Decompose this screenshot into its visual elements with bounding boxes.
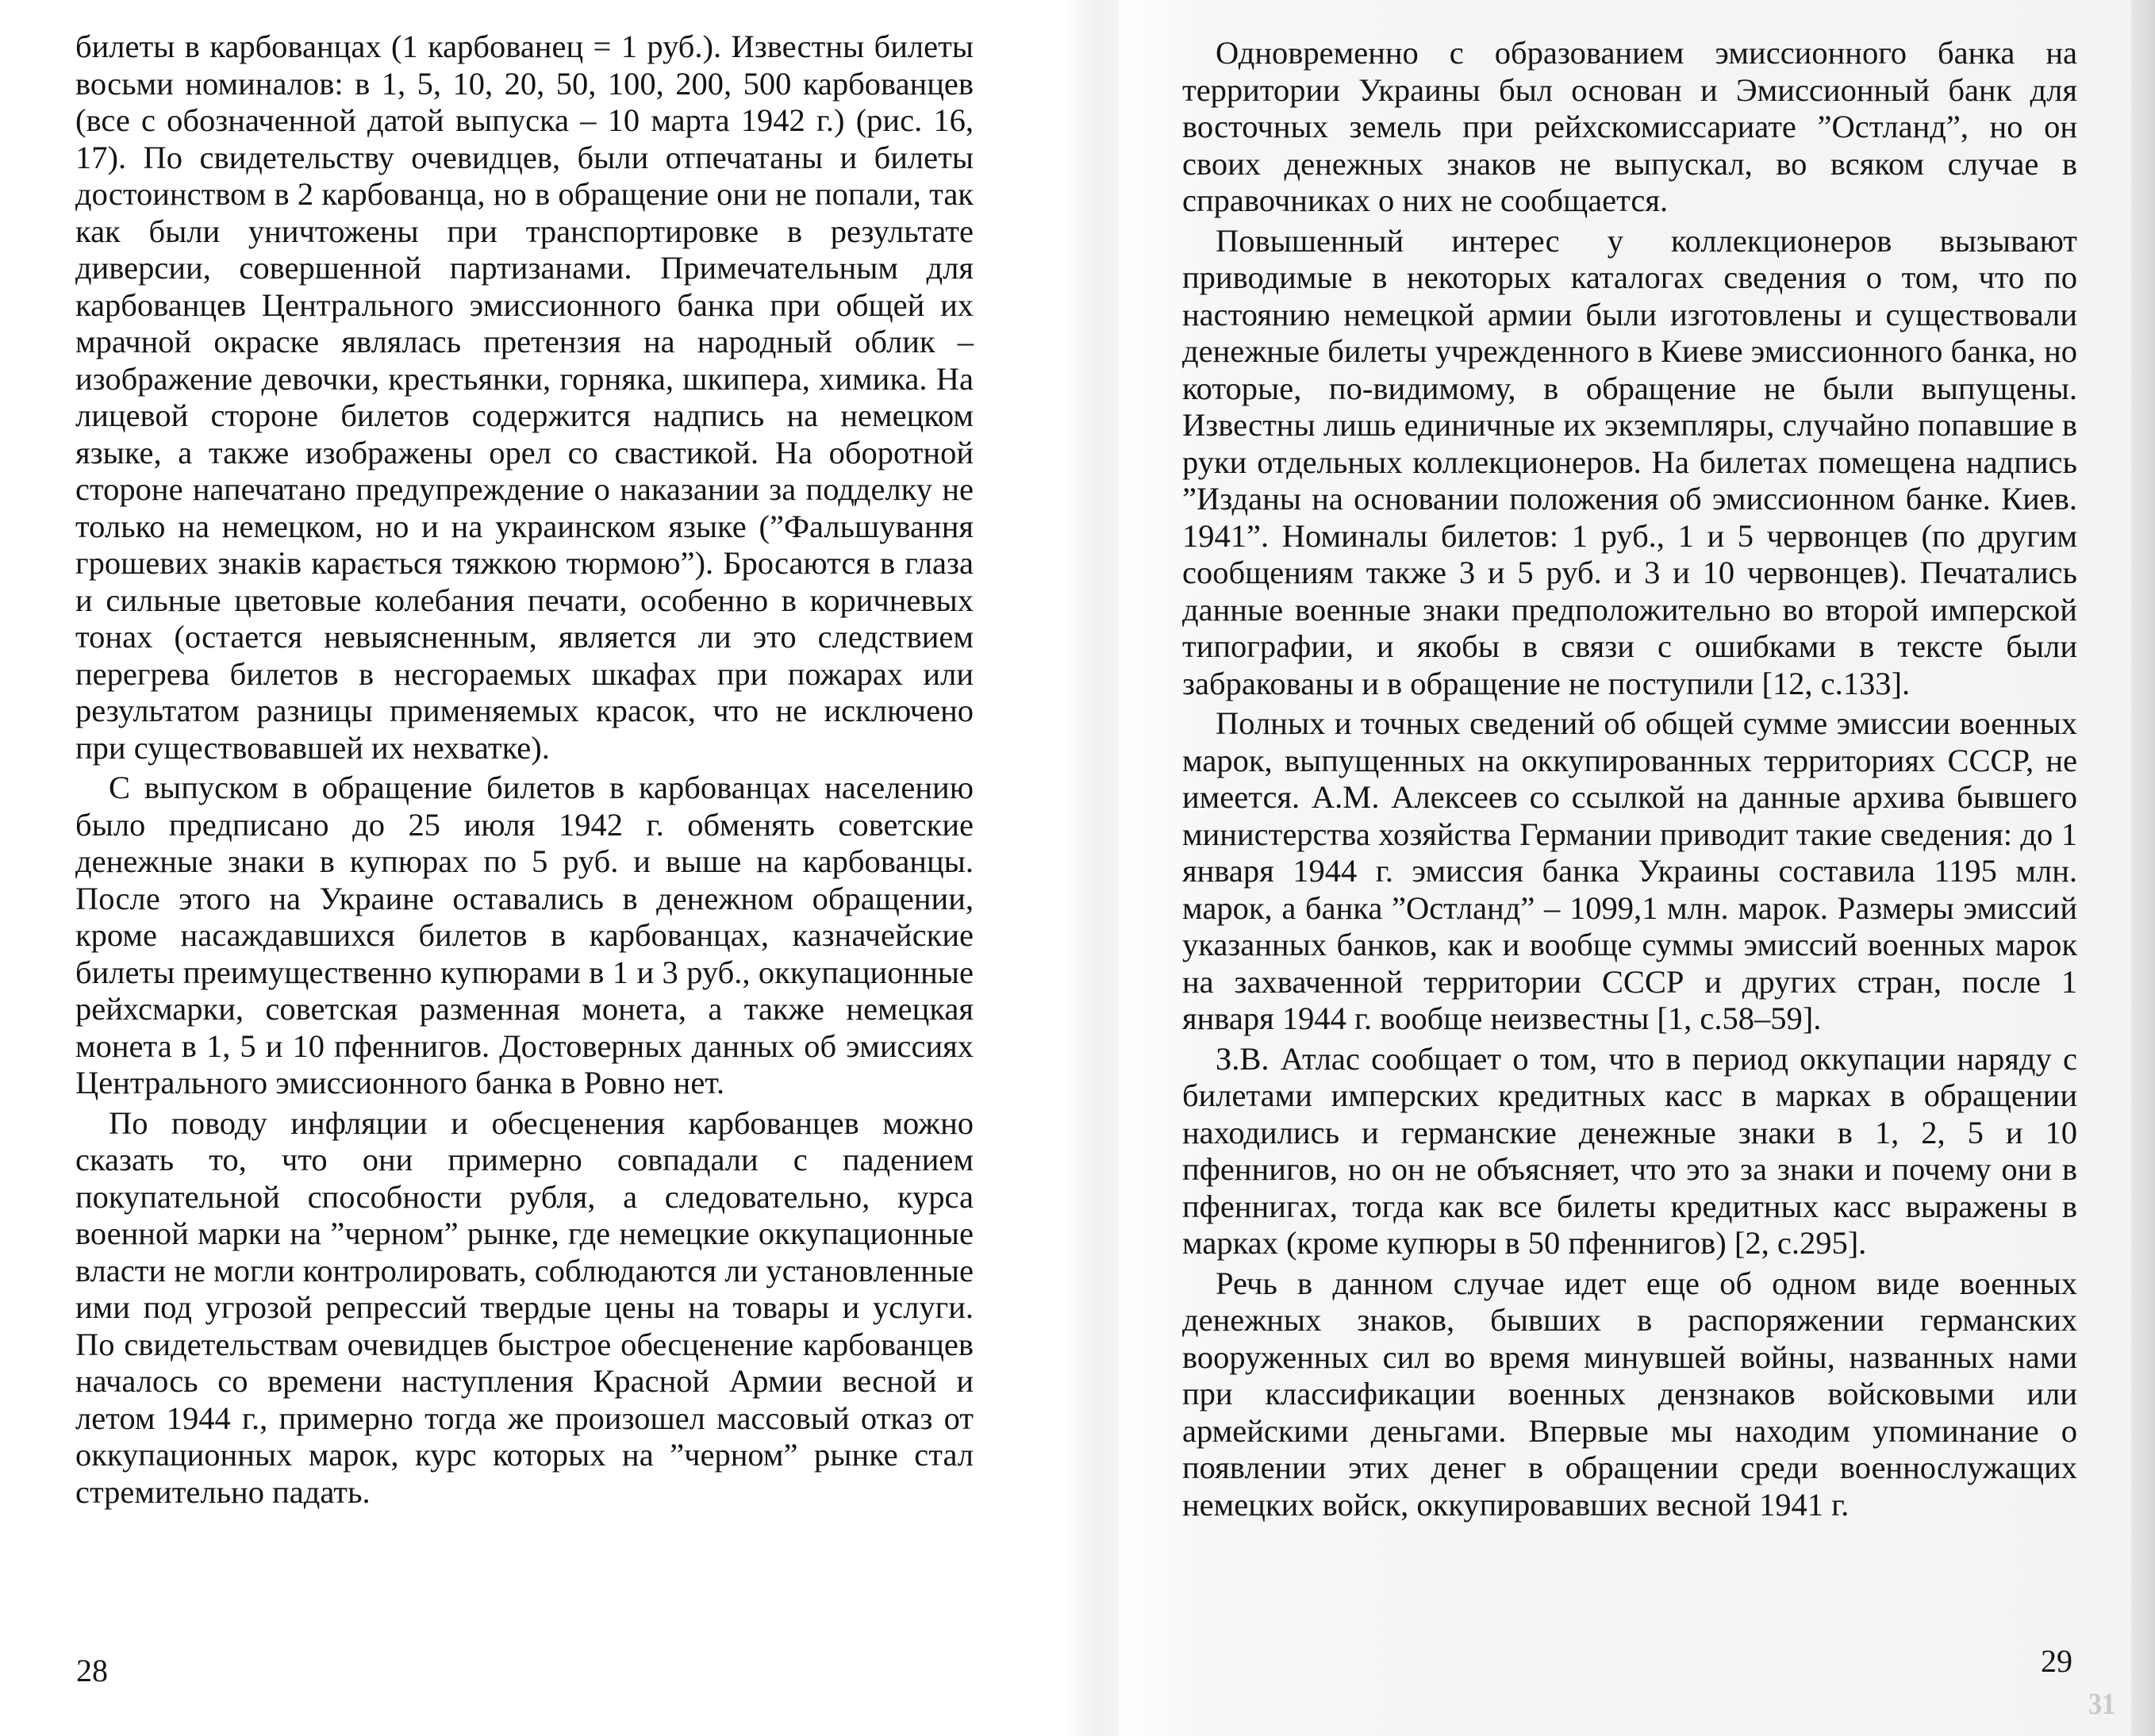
right-paragraph-3: Полных и точных сведений об общей сумме эмиссии военных марок, выпущенных на оккупированных территориях СССР, не имеется. А.М. Алексеев со ссылкой на данные архива бывшего министерства хозяйства Германии приводит такие сведения: до 1 января 1944 г. эмиссия банка Украины составила 1195 млн. марок, а банка ”Остланд” – 1099,1 млн. марок. Размеры эмиссий указанных банков, как и вообще суммы эмиссий военных марок на захваченной территории СССР и других стран, после 1 января 1944 г. вообще неизвестны [1, с.58–59]. bbox=[1182, 705, 2077, 1036]
book-gutter bbox=[1063, 0, 1119, 1736]
left-page-number: 28 bbox=[76, 1653, 108, 1688]
right-paragraph-4: З.В. Атлас сообщает о том, что в период оккупации наряду с билетами имперских кредитных касс в марках в обращении находились и германские денежные знаки в 1, 2, 5 и 10 пфеннигов, но он не объясняет, что это за знаки и почему они в пфеннигах, тогда как все билеты кредитных касс выражены в марках (кроме купюры в 50 пфеннигов) [2, с.295]. bbox=[1182, 1040, 2077, 1261]
right-paragraph-5: Речь в данном случае идет еще об одном виде военных денежных знаков, бывших в распоряжении германских вооруженных сил во время минувшей войны, названных нами при классификации военных дензнаков войсковыми или армейскими деньгами. Впервые мы находим упоминание о появлении этих денег в обращении среди военнослужащих немецких войск, оккупировавших весной 1941 г. bbox=[1182, 1265, 2077, 1523]
left-paragraph-1: билеты в карбованцах (1 карбованец = 1 руб.). Известны билеты восьми номиналов: в 1, 5, 10, 20, 50, 100, 200, 500 карбованцев (все с обозначенной датой выпуска – 10 марта 1942 г.) (рис. 16, 17). По свидетельству очевидцев, были отпечатаны и билеты достоинством в 2 карбованца, но в обращение они не попали, так как были уничтожены при транспортировке в результате диверсии, совершенной партизанами. Примечательным для карбованцев Центрального эмиссионного банка при общей их мрачной окраске являлась претензия на народный облик – изображение девочки, крестьянки, горняка, шкипера, химика. На лицевой стороне билетов содержится надпись на немецком языке, а также изображены орел со свастикой. На оборотной стороне напечатано предупреждение о наказании за подделку не только на немецком, но и на украинском языке (”Фальшування грошевих знаків карається тяжкою тюрмою”). Бросаются в глаза и сильные цветовые колебания печати, особенно в коричневых тонах (остается невыясненным, является ли это следствием перегрева билетов в несгораемых шкафах при пожарах или результатом разницы применяемых красок, что не исключено при существовавшей их нехватке). bbox=[75, 29, 974, 766]
ghost-page-number: 31 bbox=[2088, 1688, 2116, 1721]
left-page-text bbox=[75, 29, 974, 1514]
right-page-number: 29 bbox=[2041, 1643, 2072, 1679]
left-paragraph-3: По поводу инфляции и обесценения карбованцев можно сказать то, что они примерно совпадали с падением покупательной способности рубля, а следовательно, курса военной марки на ”черном” рынке, где немецкие оккупационные власти не могли контролировать, соблюдаются ли установленные ими под угрозой репрессий твердые цены на товары и услуги. По свидетельствам очевидцев быстрое обесценение карбованцев началось со времени наступления Красной Армии весной и летом 1944 г., примерно тогда же произошел массовый отказ от оккупационных марок, курс которых на ”черном” рынке стал стремительно падать. bbox=[75, 1104, 974, 1510]
right-paragraph-1: Одновременно с образованием эмиссионного банка на территории Украины был основан и Эмиссионный банк для восточных земель при рейхскомиссариате ”Остланд”, но он своих денежных знаков не выпускал, во всяком случае в справочниках о них не сообщается. bbox=[1182, 35, 2077, 218]
right-paragraph-2: Повышенный интерес у коллекционеров вызывают приводимые в некоторых каталогах сведения о том, что по настоянию немецкой армии были изготовлены и существовали денежные билеты учрежденного в Киеве эмиссионного банка, но которые, по-видимому, в обращение не были выпущены. Известны лишь единичные их экземпляры, случайно попавшие в руки отдельных коллекционеров. На билетах помещена надпись ”Изданы на основании положения об эмиссионном банке. Киев. 1941”. Номиналы билетов: 1 руб., 1 и 5 червонцев (по другим сообщениям также 3 и 5 руб. и 3 и 10 червонцев). Печатались данные военные знаки предположительно во второй имперской типографии, и якобы в связи с ошибками в тексте были забракованы и в обращение не поступили [12, с.133]. bbox=[1182, 222, 2077, 701]
left-page bbox=[0, 0, 1063, 1736]
page-edge-shadow bbox=[2131, 0, 2155, 1736]
left-paragraph-2: С выпуском в обращение билетов в карбованцах населению было предписано до 25 июля 1942 г. обменять советские денежные знаки в купюрах по 5 руб. и выше на карбованцы. После этого на Украине оставались в денежном обращении, кроме насаждавшихся билетов в карбованцах, казначейские билеты преимущественно купюрами в 1 и 3 руб., оккупационные рейхсмарки, советская разменная монета, а также немецкая монета в 1, 5 и 10 пфеннигов. Достоверных данных об эмиссиях Центрального эмиссионного банка в Ровно нет. bbox=[75, 770, 974, 1100]
right-page-text bbox=[1182, 35, 2077, 1527]
